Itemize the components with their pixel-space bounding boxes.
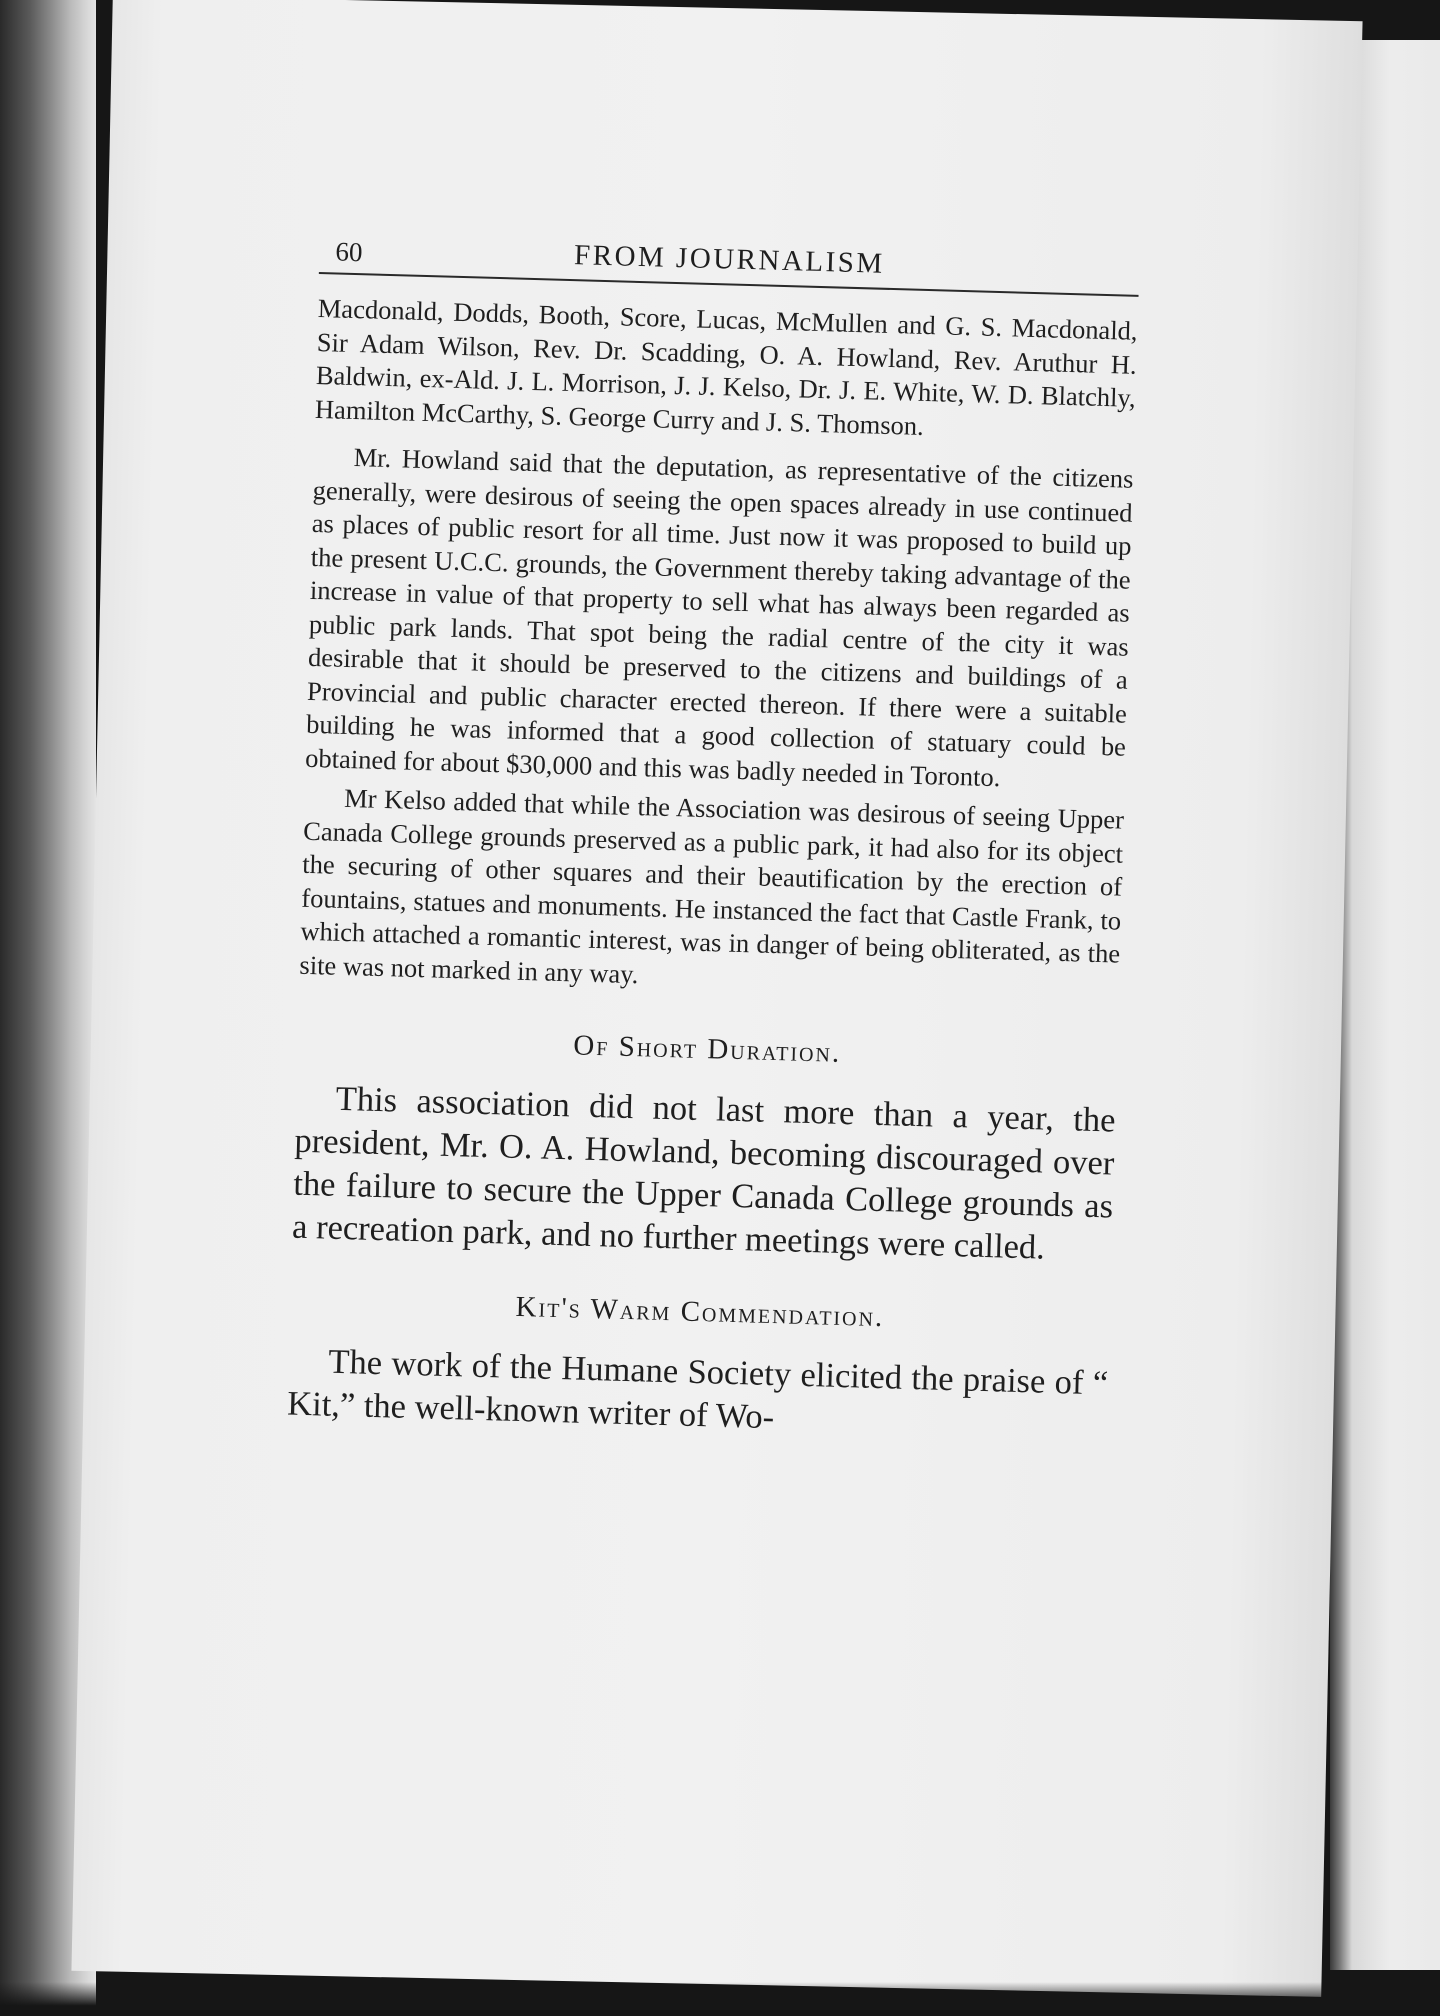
kits-paragraph: The work of the Humane Society elicited the praise of “ Kit,” the well-known writer of Wo- [286,1342,1109,1437]
bottom-shadow [0,1982,1440,2016]
section-heading-short-duration: Of Short Duration. [572,1029,842,1069]
page-number: 60 [335,236,363,268]
kelso-paragraph: Mr Kelso added that while the Association was desirous of seeing Upper Canada College grounds preserved as a public park, it had also for its object the securing of other squares and their beautification by the erection of fountains, statues and monuments. He instanced the fact that Castle Frank, to which attached a romantic interest, was in danger of being obliterated, as the site was not marked in any way. [299,782,1125,989]
running-title: FROM JOURNALISM [573,239,886,280]
page-text-block [287,232,1140,1448]
names-paragraph: Macdonald, Dodds, Booth, Score, Lucas, McMullen and G. S. Macdonald, Sir Adam Wilson, Rev. Dr. Scadding, O. A. Howland, Rev. Aruthur H. Baldwin, ex-Ald. J. L. Morrison, J. J. Kelso, Dr. J. E. White, W. D. Blatchly, Hamilton McCarthy, S. George Curry and J. S. Thomson. [314,292,1138,441]
short-duration-paragraph: This association did not last more than a year, the president, Mr. O. A. Howland, becoming discouraged over the failure to secure the Upper Canada College grounds as a recreation park, and no further meetings were called. [291,1079,1117,1267]
section-heading-kits-commendation: Kit's Warm Commendation. [515,1290,885,1334]
howland-paragraph: Mr. Howland said that the deputation, as representative of the citizens generally, were desirous of seeing the open spaces already in use continued as places of public resort for all time. Just now it was proposed to build up the present U.C.C. grounds, the Government thereby taking advantage of the increase in value of that property to sell what has always been regarded as public park lands. That spot being the radial centre of the city it was desirable that it should be preserved to the citizens and buildings of a Provincial and public character erected thereon. If there were a suitable building he was informed that a good collection of statuary could be obtained for about $30,000 and this was badly needed in Toronto. [304,442,1134,792]
